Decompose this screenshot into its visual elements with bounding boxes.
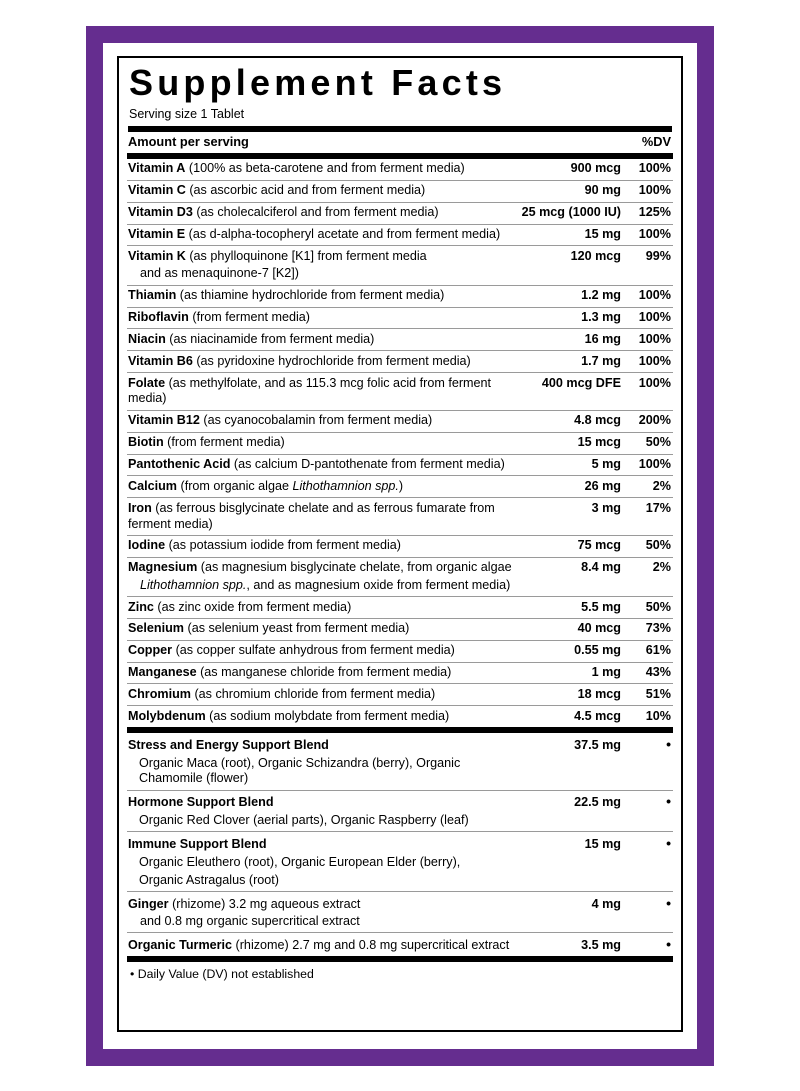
nutrient-name-cell <box>127 597 515 618</box>
nutrient-name: Hormone Support Blend <box>128 795 274 810</box>
nutrient-source: (as ferrous bisglycinate chelate and as ferrous fumarate from ferment media) <box>128 500 495 531</box>
footnote-text: • Daily Value (DV) not established <box>130 967 314 982</box>
nutrient-name-cell <box>127 286 515 307</box>
amount-value: 37.5 mg <box>574 737 621 752</box>
nutrient-source: (rhizome) 2.7 mg and 0.8 mg supercritical extract <box>232 937 510 952</box>
amount-value: 5.5 mg <box>581 599 621 614</box>
nutrient-name-cell <box>127 308 515 329</box>
nutrient-source: (as sodium molybdate from ferment media) <box>205 708 450 723</box>
daily-value: 61% <box>645 643 671 658</box>
daily-value: 100% <box>638 161 671 176</box>
nutrient-name: Riboflavin <box>128 310 189 324</box>
nutrient-name: Copper <box>128 643 173 658</box>
table-header-row <box>127 132 673 153</box>
table-row <box>127 536 673 557</box>
scientific-name: Lithothamnion spp. <box>140 577 247 592</box>
nutrient-source: (as copper sulfate anhydrous from ferment media) <box>172 643 455 658</box>
blend-ingredients: Organic Eleuthero (root), Organic European Elder (berry), <box>139 854 461 869</box>
table-row <box>127 933 673 956</box>
purple-border-frame <box>86 26 714 1066</box>
table-row <box>127 892 673 932</box>
amount-value: 0.55 mg <box>574 643 621 658</box>
amount-value: 26 mg <box>584 478 621 493</box>
amount-value: 400 mcg DFE <box>541 375 621 390</box>
daily-value: 50% <box>645 435 671 450</box>
amount-value: 18 mcg <box>577 686 621 701</box>
table-row <box>127 498 673 535</box>
daily-value: 2% <box>652 560 671 575</box>
table-row <box>127 619 673 640</box>
nutrient-source: (as calcium D-pantothenate from ferment media) <box>230 457 505 472</box>
nutrition-table <box>127 132 673 962</box>
amount-value: 1.3 mg <box>581 310 621 324</box>
nutrient-name: Organic Turmeric <box>128 937 233 952</box>
table-row <box>127 706 673 727</box>
amount-value: 8.4 mg <box>581 560 621 575</box>
nutrient-source: (as phylloquinone [K1] from ferment media <box>185 248 427 263</box>
amount-value: 4.8 mcg <box>574 413 621 428</box>
nutrient-name: Vitamin C <box>128 183 186 198</box>
nutrient-name-cell <box>127 433 515 454</box>
nutrient-name-cell <box>127 455 515 476</box>
nutrient-name-cell <box>127 351 515 372</box>
daily-value: 100% <box>638 375 671 390</box>
daily-value: • <box>666 834 671 851</box>
nutrient-name-cell <box>127 498 515 535</box>
daily-value: 10% <box>645 708 671 723</box>
nutrient-source: (100% as beta-carotene and from ferment media) <box>185 161 465 176</box>
amount-value: 15 mg <box>584 227 621 242</box>
nutrient-name-cell <box>127 684 515 705</box>
nutrient-source: (as magnesium bisglycinate chelate, from organic algae <box>197 560 512 575</box>
daily-value: 51% <box>645 686 671 701</box>
nutrient-name: Vitamin B6 <box>128 353 193 368</box>
nutrition-table-body <box>127 132 673 962</box>
table-row <box>127 308 673 329</box>
nutrient-name-cell <box>127 246 515 284</box>
table-row <box>127 832 673 891</box>
nutrient-name-cell <box>127 791 515 832</box>
nutrient-name: Vitamin D3 <box>128 205 193 220</box>
table-row <box>127 597 673 618</box>
daily-value: 50% <box>645 599 671 614</box>
nutrient-source: (as chromium chloride from ferment media) <box>190 686 436 701</box>
table-row <box>127 373 673 410</box>
table-row <box>127 203 673 224</box>
table-row <box>127 641 673 662</box>
blend-ingredients: Organic Maca (root), Organic Schizandra (berry), Organic Chamomile (flower) <box>139 755 461 786</box>
amount-value: 16 mg <box>584 331 621 346</box>
blend-ingredients-continued: Organic Astragalus (root) <box>139 872 279 887</box>
nutrient-name: Zinc <box>128 599 154 614</box>
nutrient-source: (as zinc oxide from ferment media) <box>153 599 352 614</box>
daily-value: • <box>666 735 671 752</box>
nutrient-name-cell <box>127 619 515 640</box>
amount-value: 900 mcg <box>570 161 621 176</box>
nutrient-source: (as potassium iodide from ferment media) <box>165 538 401 553</box>
nutrient-name: Ginger <box>128 896 169 911</box>
daily-value: 100% <box>638 457 671 472</box>
table-row <box>127 159 673 180</box>
nutrient-name: Calcium <box>128 478 177 493</box>
nutrient-name: Magnesium <box>128 560 198 575</box>
amount-value: 4 mg <box>591 896 621 911</box>
table-row <box>127 225 673 246</box>
nutrient-source: (as cholecalciferol and from ferment media) <box>192 205 439 220</box>
amount-value: 75 mcg <box>577 538 621 553</box>
blend-ingredients: Organic Red Clover (aerial parts), Organic Raspberry (leaf) <box>139 813 469 828</box>
nutrient-source: (as selenium yeast from ferment media) <box>184 621 410 636</box>
amount-value: 15 mcg <box>577 435 621 450</box>
table-row <box>127 558 673 596</box>
nutrient-name-cell <box>127 411 515 432</box>
nutrient-name: Immune Support Blend <box>128 836 267 851</box>
nutrient-name-cell <box>127 892 515 932</box>
nutrient-name-cell <box>127 476 515 497</box>
daily-value: 2% <box>652 478 671 493</box>
nutrient-source: (from organic algae <box>177 478 293 493</box>
nutrient-name-cell <box>127 706 515 727</box>
table-row <box>127 433 673 454</box>
nutrient-name: Thiamin <box>128 288 177 303</box>
amount-value: 5 mg <box>591 457 621 472</box>
amount-per-serving-header: Amount per serving <box>128 134 249 150</box>
daily-value: • <box>666 894 671 911</box>
nutrient-source: (from ferment media) <box>163 435 285 450</box>
nutrient-name: Iron <box>128 500 152 515</box>
amount-value: 40 mcg <box>577 621 621 636</box>
amount-value: 3 mg <box>591 500 621 515</box>
daily-value: 100% <box>638 353 671 368</box>
nutrient-name-cell <box>127 373 515 410</box>
nutrient-continuation: Lithothamnion spp., and as magnesium oxide from ferment media) <box>140 577 511 592</box>
nutrient-source: (as d-alpha-tocopheryl acetate and from ferment media) <box>185 227 501 242</box>
daily-value: • <box>666 935 671 952</box>
amount-value: 22.5 mg <box>574 795 621 810</box>
nutrient-name: Iodine <box>128 538 166 553</box>
nutrient-name: Molybdenum <box>128 708 206 723</box>
nutrient-name-cell <box>127 225 515 246</box>
header-spacer <box>515 132 627 153</box>
nutrient-source: (as pyridoxine hydrochloride from ferment media) <box>192 353 471 368</box>
nutrient-source: (as cyanocobalamin from ferment media) <box>199 413 433 428</box>
daily-value: 100% <box>638 227 671 242</box>
nutrient-name: Folate <box>128 375 166 390</box>
table-row <box>127 791 673 832</box>
dv-header: %DV <box>641 134 671 150</box>
daily-value: 125% <box>638 205 671 220</box>
table-row <box>127 476 673 497</box>
serving-size-text: Serving size 1 Tablet <box>129 106 245 121</box>
nutrient-name: Vitamin K <box>128 248 186 263</box>
nutrient-source: (as manganese chloride from ferment media) <box>196 665 452 680</box>
nutrient-name-cell <box>127 203 515 224</box>
nutrient-name-cell <box>127 159 515 180</box>
table-row <box>127 329 673 350</box>
table-row <box>127 181 673 202</box>
daily-value: 17% <box>645 500 671 515</box>
nutrient-source: (from ferment media) <box>188 310 310 324</box>
nutrient-source: (as thiamine hydrochloride from ferment media) <box>176 288 445 303</box>
page-title: Supplement Facts <box>129 62 507 103</box>
daily-value: • <box>666 793 671 810</box>
amount-value: 1 mg <box>591 665 621 680</box>
daily-value: 99% <box>645 248 671 263</box>
daily-value: 100% <box>638 288 671 303</box>
amount-value: 1.2 mg <box>581 288 621 303</box>
table-row <box>127 411 673 432</box>
amount-value: 15 mg <box>584 836 621 851</box>
nutrient-name-cell <box>127 733 515 790</box>
nutrient-name-cell <box>127 329 515 350</box>
daily-value: 43% <box>645 665 671 680</box>
nutrient-name-cell <box>127 181 515 202</box>
nutrient-name-cell <box>127 933 515 956</box>
amount-value: 1.7 mg <box>581 353 621 368</box>
daily-value: 200% <box>638 413 671 428</box>
table-row <box>127 663 673 684</box>
nutrient-source-tail: ) <box>398 478 404 493</box>
amount-value: 25 mcg (1000 IU) <box>521 205 621 220</box>
nutrient-name: Stress and Energy Support Blend <box>128 737 329 752</box>
table-row <box>127 286 673 307</box>
nutrient-name: Chromium <box>128 686 191 701</box>
amount-value: 4.5 mcg <box>574 708 621 723</box>
amount-value: 120 mcg <box>570 248 621 263</box>
nutrient-name: Vitamin B12 <box>128 413 200 428</box>
nutrient-name-cell <box>127 558 515 596</box>
nutrient-name: Pantothenic Acid <box>128 457 231 472</box>
daily-value: 100% <box>638 183 671 198</box>
nutrient-name-cell <box>127 832 515 891</box>
nutrient-name: Biotin <box>128 435 164 450</box>
nutrient-name: Manganese <box>128 665 197 680</box>
table-row <box>127 455 673 476</box>
nutrient-name: Niacin <box>128 331 166 346</box>
nutrient-name: Vitamin E <box>128 227 186 242</box>
nutrient-name-cell <box>127 536 515 557</box>
daily-value: 100% <box>638 331 671 346</box>
nutrient-source: (as ascorbic acid and from ferment media) <box>185 183 426 198</box>
nutrient-name-cell <box>127 641 515 662</box>
amount-value: 3.5 mg <box>581 937 621 952</box>
nutrient-source: (as niacinamide from ferment media) <box>165 331 375 346</box>
daily-value: 50% <box>645 538 671 553</box>
table-row <box>127 351 673 372</box>
nutrient-source: (rhizome) 3.2 mg aqueous extract <box>168 896 361 911</box>
nutrient-name: Selenium <box>128 621 184 636</box>
daily-value: 100% <box>638 310 671 324</box>
nutrient-continuation: and as menaquinone-7 [K2]) <box>140 266 299 281</box>
white-inner-gap <box>103 43 697 1049</box>
scientific-name: Lithothamnion spp. <box>292 478 399 493</box>
nutrient-continuation: and 0.8 mg organic supercritical extract <box>140 913 360 928</box>
supplement-facts-panel <box>117 56 683 1032</box>
table-row <box>127 246 673 284</box>
table-row <box>127 733 673 790</box>
daily-value: 73% <box>645 621 671 636</box>
nutrient-name-cell <box>127 663 515 684</box>
table-row <box>127 684 673 705</box>
nutrient-name: Vitamin A <box>128 161 186 176</box>
nutrient-source: (as methylfolate, and as 115.3 mcg folic acid from ferment media) <box>128 375 492 406</box>
amount-value: 90 mg <box>584 183 621 198</box>
